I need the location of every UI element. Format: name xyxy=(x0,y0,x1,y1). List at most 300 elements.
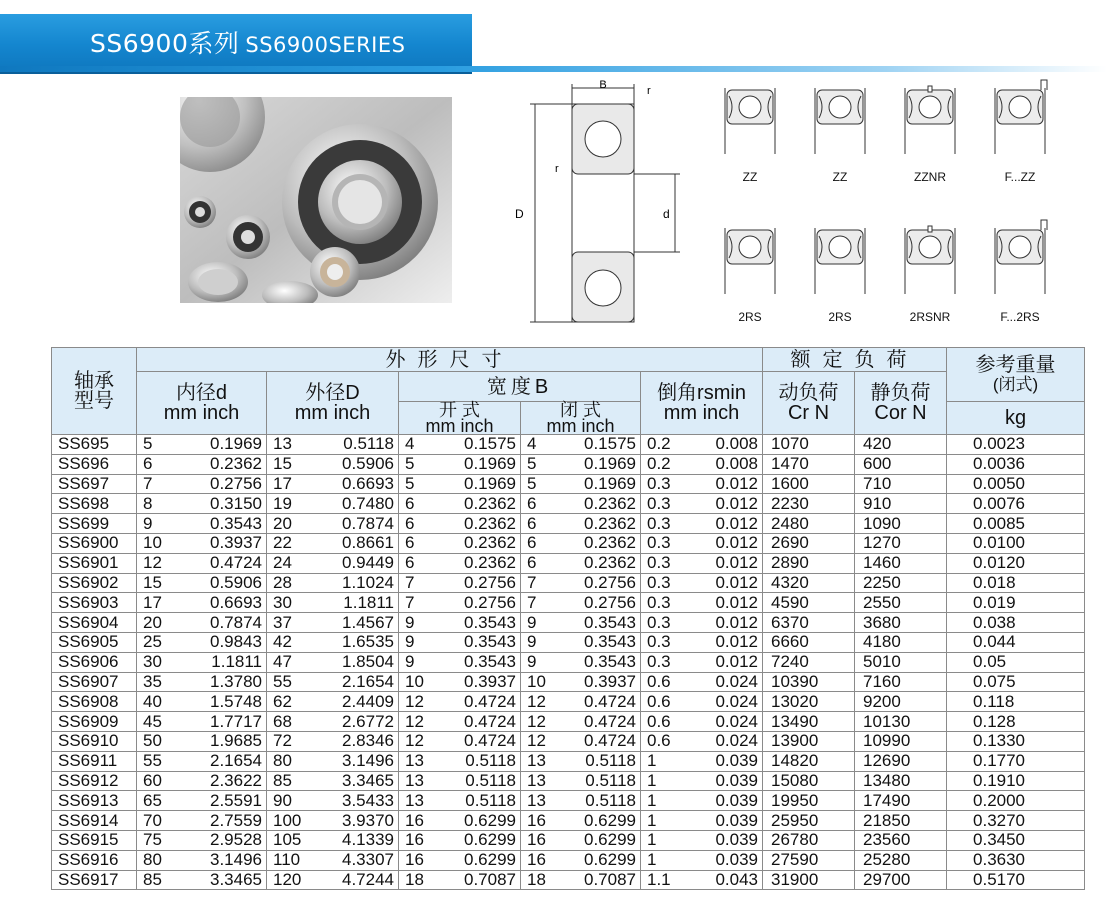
cell-width-closed xyxy=(521,850,641,870)
seal-variant-drawing xyxy=(715,76,785,166)
cell-weight: 0.0050 xyxy=(947,474,1085,494)
cell-width-closed xyxy=(521,474,641,494)
value-inch: 2.9528 xyxy=(210,830,262,850)
value-mm: 10 xyxy=(527,671,546,691)
value-mm: 45 xyxy=(143,711,162,731)
seal-variant-drawing xyxy=(895,216,965,306)
value-mm: 0.3 xyxy=(647,473,671,493)
cell-chamfer xyxy=(641,811,763,831)
value-inch: 0.3150 xyxy=(210,493,262,513)
cell-dynamic-load: 13490 xyxy=(763,712,855,732)
value-mm: 105 xyxy=(273,830,302,850)
table-row xyxy=(52,533,1085,553)
value-inch: 0.9449 xyxy=(342,553,394,573)
value-mm: 6 xyxy=(527,513,537,533)
value-mm: 28 xyxy=(273,572,292,592)
value-inch: 0.5118 xyxy=(465,751,516,771)
value-mm: 20 xyxy=(143,612,162,632)
page-title-cn: SS6900系列 xyxy=(90,29,240,58)
cell-bore xyxy=(137,474,267,494)
value-mm: 4 xyxy=(405,434,415,454)
value-inch: 2.1654 xyxy=(342,671,394,691)
value-inch: 0.6299 xyxy=(584,830,636,850)
cell-static-load: 7160 xyxy=(855,672,947,692)
cell-model: SS695 xyxy=(52,435,137,455)
value-mm: 0.3 xyxy=(647,612,671,632)
cell-weight: 0.3270 xyxy=(947,811,1085,831)
value-mm: 0.3 xyxy=(647,513,671,533)
cell-bore xyxy=(137,533,267,553)
value-mm: 12 xyxy=(527,711,546,731)
cell-weight: 0.075 xyxy=(947,672,1085,692)
cell-weight: 0.128 xyxy=(947,712,1085,732)
value-inch: 0.2362 xyxy=(464,513,516,533)
value-inch: 0.8661 xyxy=(342,533,394,553)
cell-width-closed xyxy=(521,771,641,791)
cell-width-open xyxy=(399,692,521,712)
cell-width-closed xyxy=(521,632,641,652)
value-inch: 3.3465 xyxy=(210,869,262,889)
value-mm: 60 xyxy=(143,770,162,790)
value-inch: 0.024 xyxy=(715,671,759,691)
cell-chamfer xyxy=(641,494,763,514)
value-mm: 5 xyxy=(527,454,537,474)
header-weight xyxy=(947,348,1085,402)
value-inch: 2.1654 xyxy=(210,751,262,771)
seal-variant-drawing xyxy=(715,216,785,306)
seal-variant-label: 2RSNR xyxy=(909,310,951,324)
cell-bore xyxy=(137,652,267,672)
value-inch: 0.7087 xyxy=(584,869,636,889)
cell-model: SS6907 xyxy=(52,672,137,692)
value-inch: 0.012 xyxy=(715,612,759,632)
header-model-line1: 轴承 xyxy=(74,370,114,392)
value-inch: 1.1811 xyxy=(211,652,262,672)
value-inch: 0.3543 xyxy=(584,632,636,652)
cell-model: SS6905 xyxy=(52,632,137,652)
value-inch: 0.6299 xyxy=(464,810,516,830)
value-mm: 7 xyxy=(405,572,415,592)
value-inch: 0.3937 xyxy=(210,533,262,553)
cell-bore xyxy=(137,731,267,751)
cell-weight: 0.2000 xyxy=(947,791,1085,811)
header-outer-unit: mm inch xyxy=(294,402,371,424)
cell-chamfer xyxy=(641,435,763,455)
value-mm: 9 xyxy=(405,652,415,672)
cell-weight: 0.0023 xyxy=(947,435,1085,455)
value-mm: 6 xyxy=(405,513,415,533)
cell-width-closed xyxy=(521,613,641,633)
value-inch: 0.3937 xyxy=(464,671,516,691)
cell-model: SS6913 xyxy=(52,791,137,811)
cell-static-load: 600 xyxy=(855,454,947,474)
label-outer-d: D xyxy=(515,207,524,221)
cell-outer xyxy=(267,791,399,811)
table-row xyxy=(52,771,1085,791)
value-inch: 4.7244 xyxy=(342,869,394,889)
value-mm: 1 xyxy=(647,751,657,771)
cell-model: SS6909 xyxy=(52,712,137,732)
value-mm: 62 xyxy=(273,691,292,711)
cell-width-open xyxy=(399,573,521,593)
cell-weight: 0.0036 xyxy=(947,454,1085,474)
cell-outer xyxy=(267,692,399,712)
cell-width-closed xyxy=(521,435,641,455)
cell-outer xyxy=(267,850,399,870)
value-mm: 13 xyxy=(527,790,546,810)
cell-weight: 0.1770 xyxy=(947,751,1085,771)
cell-width-open xyxy=(399,593,521,613)
value-inch: 0.5118 xyxy=(585,790,636,810)
cell-outer xyxy=(267,533,399,553)
value-inch: 0.012 xyxy=(715,493,759,513)
value-inch: 0.5906 xyxy=(342,454,394,474)
value-inch: 2.8346 xyxy=(342,731,394,751)
table-row xyxy=(52,514,1085,534)
header-dynamic xyxy=(763,372,855,435)
value-mm: 9 xyxy=(405,632,415,652)
value-inch: 0.008 xyxy=(715,434,759,454)
cell-width-closed xyxy=(521,731,641,751)
value-mm: 70 xyxy=(143,810,162,830)
value-inch: 0.1969 xyxy=(210,434,262,454)
cell-width-open xyxy=(399,632,521,652)
value-inch: 0.5118 xyxy=(465,770,516,790)
value-inch: 0.4724 xyxy=(584,691,636,711)
value-mm: 0.3 xyxy=(647,533,671,553)
cell-bore xyxy=(137,672,267,692)
cell-outer xyxy=(267,731,399,751)
table-row xyxy=(52,712,1085,732)
value-mm: 12 xyxy=(527,731,546,751)
cell-chamfer xyxy=(641,573,763,593)
cell-width-closed xyxy=(521,553,641,573)
cell-width-closed xyxy=(521,593,641,613)
cell-dynamic-load: 6370 xyxy=(763,613,855,633)
value-inch: 0.039 xyxy=(715,790,759,810)
cell-chamfer xyxy=(641,672,763,692)
cell-weight: 0.0076 xyxy=(947,494,1085,514)
table-row xyxy=(52,652,1085,672)
cell-width-closed xyxy=(521,830,641,850)
table-row xyxy=(52,830,1085,850)
value-inch: 2.6772 xyxy=(342,711,394,731)
table-row xyxy=(52,672,1085,692)
cell-width-open xyxy=(399,435,521,455)
cell-chamfer xyxy=(641,514,763,534)
value-mm: 16 xyxy=(405,850,424,870)
cell-dynamic-load: 13900 xyxy=(763,731,855,751)
value-mm: 22 xyxy=(273,533,292,553)
cell-static-load: 13480 xyxy=(855,771,947,791)
header-width-closed-label: 闭 式 xyxy=(559,400,601,420)
cell-width-open xyxy=(399,454,521,474)
cell-bore xyxy=(137,553,267,573)
cell-chamfer xyxy=(641,454,763,474)
table-row xyxy=(52,791,1085,811)
cell-weight: 0.038 xyxy=(947,613,1085,633)
cell-weight: 0.3630 xyxy=(947,850,1085,870)
cell-outer xyxy=(267,514,399,534)
value-mm: 30 xyxy=(273,592,292,612)
bearing-photo xyxy=(180,97,452,303)
value-mm: 6 xyxy=(527,533,537,553)
value-mm: 35 xyxy=(143,671,162,691)
cell-dynamic-load: 1600 xyxy=(763,474,855,494)
table-row xyxy=(52,494,1085,514)
cell-dynamic-load: 7240 xyxy=(763,652,855,672)
table-row xyxy=(52,692,1085,712)
value-mm: 13 xyxy=(405,751,424,771)
value-mm: 0.6 xyxy=(647,671,671,691)
value-inch: 0.1969 xyxy=(464,454,516,474)
cell-width-closed xyxy=(521,672,641,692)
value-mm: 7 xyxy=(527,592,537,612)
cell-outer xyxy=(267,573,399,593)
cell-static-load: 4180 xyxy=(855,632,947,652)
value-mm: 12 xyxy=(143,553,162,573)
value-mm: 75 xyxy=(143,830,162,850)
cell-dynamic-load: 1070 xyxy=(763,435,855,455)
cell-width-closed xyxy=(521,692,641,712)
cell-static-load: 21850 xyxy=(855,811,947,831)
cell-outer xyxy=(267,870,399,890)
value-inch: 1.1811 xyxy=(343,592,394,612)
label-r-side: r xyxy=(555,163,559,175)
seal-variant xyxy=(715,216,785,326)
cell-model: SS6916 xyxy=(52,850,137,870)
cell-model: SS6912 xyxy=(52,771,137,791)
value-inch: 0.024 xyxy=(715,711,759,731)
header-dynamic-label: 动负荷 xyxy=(778,382,839,404)
header-bore-unit: mm inch xyxy=(163,402,240,424)
value-mm: 47 xyxy=(273,652,292,672)
cell-chamfer xyxy=(641,731,763,751)
value-mm: 10 xyxy=(143,533,162,553)
value-mm: 1 xyxy=(647,770,657,790)
seal-variant xyxy=(715,76,785,186)
cell-bore xyxy=(137,830,267,850)
value-mm: 42 xyxy=(273,632,292,652)
value-mm: 5 xyxy=(143,434,153,454)
cell-chamfer xyxy=(641,712,763,732)
cell-weight: 0.0085 xyxy=(947,514,1085,534)
value-mm: 6 xyxy=(527,493,537,513)
cell-model: SS6910 xyxy=(52,731,137,751)
value-mm: 13 xyxy=(405,790,424,810)
cell-width-closed xyxy=(521,791,641,811)
cell-weight: 0.044 xyxy=(947,632,1085,652)
cell-model: SS699 xyxy=(52,514,137,534)
seal-variant xyxy=(805,216,875,326)
header-chamfer xyxy=(641,372,763,435)
value-mm: 65 xyxy=(143,790,162,810)
cell-width-closed xyxy=(521,514,641,534)
value-inch: 0.2362 xyxy=(584,493,636,513)
cell-outer xyxy=(267,613,399,633)
cell-bore xyxy=(137,692,267,712)
value-mm: 68 xyxy=(273,711,292,731)
seal-variant xyxy=(985,216,1055,326)
cell-outer xyxy=(267,672,399,692)
cell-width-closed xyxy=(521,712,641,732)
value-mm: 9 xyxy=(527,612,537,632)
cell-model: SS6908 xyxy=(52,692,137,712)
cell-static-load: 710 xyxy=(855,474,947,494)
value-inch: 0.9843 xyxy=(210,632,262,652)
value-inch: 0.3543 xyxy=(464,652,516,672)
value-inch: 1.6535 xyxy=(342,632,394,652)
value-inch: 0.6299 xyxy=(584,850,636,870)
cell-width-open xyxy=(399,613,521,633)
value-mm: 0.2 xyxy=(647,434,671,454)
cell-weight: 0.1330 xyxy=(947,731,1085,751)
cell-dynamic-load: 2480 xyxy=(763,514,855,534)
value-inch: 0.1969 xyxy=(464,473,516,493)
header-chamfer-unit: mm inch xyxy=(663,402,740,424)
seal-variant-label: ZZNR xyxy=(914,170,946,184)
page-title-en: SS6900SERIES xyxy=(245,33,406,57)
cell-dynamic-load: 2690 xyxy=(763,533,855,553)
value-mm: 100 xyxy=(273,810,302,830)
header-load: 额定负荷 xyxy=(763,348,947,372)
value-mm: 16 xyxy=(527,810,546,830)
value-inch: 3.1496 xyxy=(342,751,394,771)
value-inch: 0.3543 xyxy=(584,612,636,632)
value-mm: 5 xyxy=(405,473,415,493)
cell-outer xyxy=(267,593,399,613)
seal-variant-drawing xyxy=(805,76,875,166)
header-width: 宽度B xyxy=(399,372,641,402)
cell-chamfer xyxy=(641,870,763,890)
value-mm: 1 xyxy=(647,790,657,810)
header-model xyxy=(52,348,137,435)
value-mm: 15 xyxy=(143,572,162,592)
value-mm: 120 xyxy=(273,869,302,889)
value-mm: 50 xyxy=(143,731,162,751)
value-inch: 0.5118 xyxy=(585,770,636,790)
value-mm: 1 xyxy=(647,850,657,870)
value-mm: 5 xyxy=(527,473,537,493)
header-width-open xyxy=(399,402,521,435)
value-inch: 0.6299 xyxy=(584,810,636,830)
table-row xyxy=(52,751,1085,771)
value-mm: 55 xyxy=(273,671,292,691)
value-mm: 90 xyxy=(273,790,292,810)
value-mm: 0.3 xyxy=(647,632,671,652)
cell-bore xyxy=(137,850,267,870)
cell-model: SS6903 xyxy=(52,593,137,613)
value-mm: 17 xyxy=(273,473,292,493)
header-weight-unit: kg xyxy=(947,402,1085,435)
value-inch: 0.024 xyxy=(715,731,759,751)
cell-static-load: 1090 xyxy=(855,514,947,534)
value-mm: 1.1 xyxy=(647,869,671,889)
value-inch: 0.7874 xyxy=(342,513,394,533)
value-inch: 0.4724 xyxy=(464,691,516,711)
value-inch: 0.1969 xyxy=(584,454,636,474)
value-mm: 7 xyxy=(143,473,153,493)
value-inch: 2.7559 xyxy=(210,810,262,830)
seal-variant-label: F...ZZ xyxy=(1004,170,1036,184)
cell-static-load: 1460 xyxy=(855,553,947,573)
seal-variants xyxy=(715,76,1065,326)
value-mm: 13 xyxy=(527,751,546,771)
cell-model: SS6902 xyxy=(52,573,137,593)
value-inch: 0.7087 xyxy=(464,869,516,889)
value-inch: 0.039 xyxy=(715,770,759,790)
value-inch: 0.012 xyxy=(715,553,759,573)
cell-weight: 0.3450 xyxy=(947,830,1085,850)
cell-weight: 0.018 xyxy=(947,573,1085,593)
value-mm: 80 xyxy=(143,850,162,870)
cell-model: SS6915 xyxy=(52,830,137,850)
value-inch: 0.039 xyxy=(715,810,759,830)
cell-width-open xyxy=(399,514,521,534)
value-mm: 18 xyxy=(405,869,424,889)
value-inch: 0.5118 xyxy=(343,434,394,454)
value-mm: 0.2 xyxy=(647,454,671,474)
cell-dynamic-load: 14820 xyxy=(763,751,855,771)
value-inch: 1.7717 xyxy=(210,711,262,731)
value-mm: 8 xyxy=(143,493,153,513)
value-inch: 2.3622 xyxy=(210,770,262,790)
value-mm: 0.3 xyxy=(647,553,671,573)
cell-bore xyxy=(137,870,267,890)
value-mm: 40 xyxy=(143,691,162,711)
header-weight-label: 参考重量 xyxy=(975,353,1056,376)
table-row xyxy=(52,870,1085,890)
cell-bore xyxy=(137,712,267,732)
cell-width-open xyxy=(399,771,521,791)
value-mm: 5 xyxy=(405,454,415,474)
cell-width-open xyxy=(399,712,521,732)
cell-chamfer xyxy=(641,791,763,811)
value-inch: 0.7874 xyxy=(210,612,262,632)
cell-bore xyxy=(137,593,267,613)
cell-model: SS6911 xyxy=(52,751,137,771)
header-static-label: 静负荷 xyxy=(870,382,931,404)
cell-model: SS6917 xyxy=(52,870,137,890)
cell-width-open xyxy=(399,791,521,811)
value-inch: 0.008 xyxy=(715,454,759,474)
header-static-unit: Cor N xyxy=(874,402,927,424)
value-inch: 0.2362 xyxy=(464,553,516,573)
bearing-section-drawing xyxy=(505,76,685,326)
value-mm: 37 xyxy=(273,612,292,632)
value-inch: 0.012 xyxy=(715,572,759,592)
value-mm: 16 xyxy=(527,850,546,870)
value-mm: 0.3 xyxy=(647,592,671,612)
value-inch: 0.2756 xyxy=(210,473,262,493)
cell-dynamic-load: 1470 xyxy=(763,454,855,474)
table-row xyxy=(52,613,1085,633)
value-mm: 20 xyxy=(273,513,292,533)
value-inch: 0.6693 xyxy=(342,473,394,493)
value-mm: 55 xyxy=(143,751,162,771)
value-inch: 4.3307 xyxy=(342,850,394,870)
cell-chamfer xyxy=(641,771,763,791)
seal-variant-label: 2RS xyxy=(738,310,762,324)
value-inch: 0.012 xyxy=(715,513,759,533)
value-mm: 9 xyxy=(527,652,537,672)
cell-model: SS6906 xyxy=(52,652,137,672)
cell-width-closed xyxy=(521,454,641,474)
value-inch: 0.1969 xyxy=(584,473,636,493)
cell-width-open xyxy=(399,830,521,850)
value-inch: 1.9685 xyxy=(210,731,262,751)
cell-chamfer xyxy=(641,692,763,712)
